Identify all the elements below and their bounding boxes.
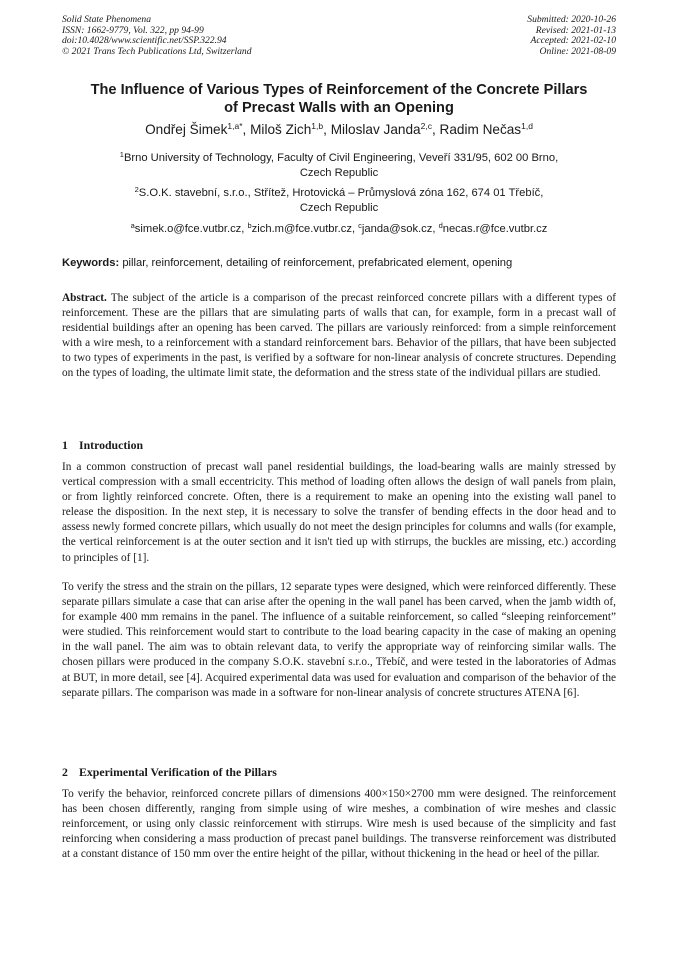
email-mark: c — [358, 221, 362, 230]
abstract — [62, 291, 616, 382]
section-number: 1 — [62, 438, 68, 452]
abstract-text: The subject of the article is a comparison of the precast reinforced concrete pillars with a different types of reinforcement. These are the pillars that are simulating parts of walls that can, for example, form in a precast wall of residential buildings after an opening has been carved. The pillars are variously reinforced: from a simple reinforcement with a wire mesh, to a reinforcement with a standard reinforcement bars. Behavior of the pillars, that have been subjected to two types of experiments in the past, is verified by a software for non-linear analysis of concrete structures. Depending on the types of loading, the ultimate limit state, the deformation and the stress state of the individual pillars are studied. — [62, 292, 616, 380]
date-online: Online: 2021-08-09 — [539, 45, 616, 57]
author-affiliation-mark: 2,c — [420, 121, 432, 131]
author-affiliation-mark: 1,b — [311, 121, 324, 131]
section-number: 2 — [62, 765, 68, 779]
email-mark: a — [130, 221, 135, 230]
author-emails: $^a$simek.o@fce.vutbr.cz, $^b$zich.m@fce.vutbr.cz, $^c$janda@sok.cz, $^d$necas.r@fce.vutbr.cz — [130, 221, 548, 235]
email-mark: d — [438, 221, 443, 230]
date-submitted: Submitted: 2020-10-26 — [527, 14, 616, 25]
affiliation-mark: 1 — [119, 150, 124, 159]
journal-copyright: © 2021 Trans Tech Publications Ltd, Switzerland — [62, 45, 252, 57]
affiliation — [40, 151, 638, 180]
keywords — [62, 256, 616, 270]
abstract-label: Abstract. — [62, 292, 107, 304]
journal-issn: ISSN: 1662-9779, Vol. 322, pp 94-99 — [62, 24, 204, 36]
author-name: Miloslav Janda — [330, 122, 421, 137]
email-link[interactable]: janda@sok.cz — [361, 223, 433, 235]
journal-info — [62, 15, 252, 57]
affiliation-text: Brno University of Technology, Faculty of Civil Engineering, Veveří 331/95, 602 00 Brno, — [123, 152, 559, 164]
email-mark: b — [247, 221, 252, 230]
section-title: Introduction — [79, 438, 144, 452]
publication-dates — [527, 15, 616, 57]
keywords-label: Keywords: — [62, 257, 120, 269]
author-list: Ondřej Šimek$^{1,a*}$, Miloš Zich$^{1,b}$, Miloslav Janda$^{2,c}$, Radim Nečas$^{1,d}$ — [145, 121, 533, 137]
affiliation — [40, 186, 638, 215]
affiliation-country: Czech Republic — [299, 166, 379, 179]
keywords-text: pillar, reinforcement, detailing of reinforcement, prefabricated element, opening — [122, 257, 513, 269]
affiliation-mark: 2 — [134, 185, 139, 194]
author-name: Radim Nečas — [439, 122, 522, 137]
journal-doi: doi:10.4028/www.scientific.net/SSP.322.94 — [62, 35, 227, 47]
paragraph: In a common construction of precast wall panel residential buildings, the load-bearing walls are mainly stressed by vertical compression with a small eccentricity. This method of loading often allows the design of wall panels from plain, or from lightly reinforced concrete. Often, there is a requirement to make an opening into the existing wall panel to release the disposition. In the next step, it is necessary to solve the transfer of bending effects in the door head and to assess newly formed concrete pillars, which usually do not meet the design principles for columns and walls (for example, the vertical reinforcement is at the outer section and it isn't tied up with stirrups, the buckles are missing, etc.) according to principles of [1]. — [62, 461, 616, 564]
email-link[interactable]: simek.o@fce.vutbr.cz — [134, 223, 242, 235]
author-name: Ondřej Šimek — [145, 122, 228, 137]
paper-title — [40, 82, 638, 117]
email-link[interactable]: zich.m@fce.vutbr.cz — [251, 223, 352, 235]
paragraph: To verify the stress and the strain on the pillars, 12 separate types were designed, which were reinforced differently. These separate pillars simulate a case that can arise after the opening in the wall panel has been carved, when the jamb width of, for example 400 mm remains in the panel. The influence of a suitable reinforcement, so called “sleeping reinforcement” were studied. This reinforcement would start to contribute to the load bearing capacity in the case of making an opening in the wall panel. The aim was to obtain relevant data, to verify the appropriate way of reinforcing similar walls. The chosen pillars were produced in the company S.O.K. stavební s.r.o., Třebíč, and were tested in the laboratories of Admas at BUT, in more detail, see [4]. Acquired experimental data was used for evaluation and comparison of the behavior of the separate pillars. The comparison was made in a software for non-linear analysis of concrete structures ATENA [6]. — [62, 581, 616, 699]
date-revised: Revised: 2021-01-13 — [535, 24, 616, 36]
paper-title-line-2: of Precast Walls with an Opening — [224, 99, 454, 116]
journal-name: Solid State Phenomena — [62, 14, 151, 25]
date-accepted: Accepted: 2021-02-10 — [530, 35, 616, 47]
author-affiliation-mark: 1,a* — [227, 121, 243, 131]
section-title: Experimental Verification of the Pillars — [79, 765, 277, 779]
affiliation-text: S.O.K. stavební, s.r.o., Střítež, Hrotovická – Průmyslová zóna 162, 674 01 Třebíč, — [138, 187, 544, 199]
section-heading — [62, 765, 277, 779]
paragraph: To verify the behavior, reinforced concrete pillars of dimensions 400×150×2700 mm were designed. The reinforcement has been chosen differently, ranging from simple using of wire meshes, a combination of wire meshes and classic reinforcement, or using only classic reinforcement with stirrups. Wire mesh is used because of the simplicity and fast reinforcing when considering a mass production of precast panel buildings. The transverse reinforcement was distributed at a constant distance of 150 mm over the entire height of the pillar, without thickening in the head or heel of the pillar. — [62, 788, 616, 861]
email-link[interactable]: necas.r@fce.vutbr.cz — [442, 223, 548, 235]
affiliation-country: Czech Republic — [299, 201, 379, 214]
author-name: Miloš Zich — [250, 122, 312, 137]
section-heading — [62, 438, 143, 452]
paper-title-line-1: The Influence of Various Types of Reinforcement of the Concrete Pillars — [90, 82, 588, 98]
author-affiliation-mark: 1,d — [521, 121, 533, 131]
